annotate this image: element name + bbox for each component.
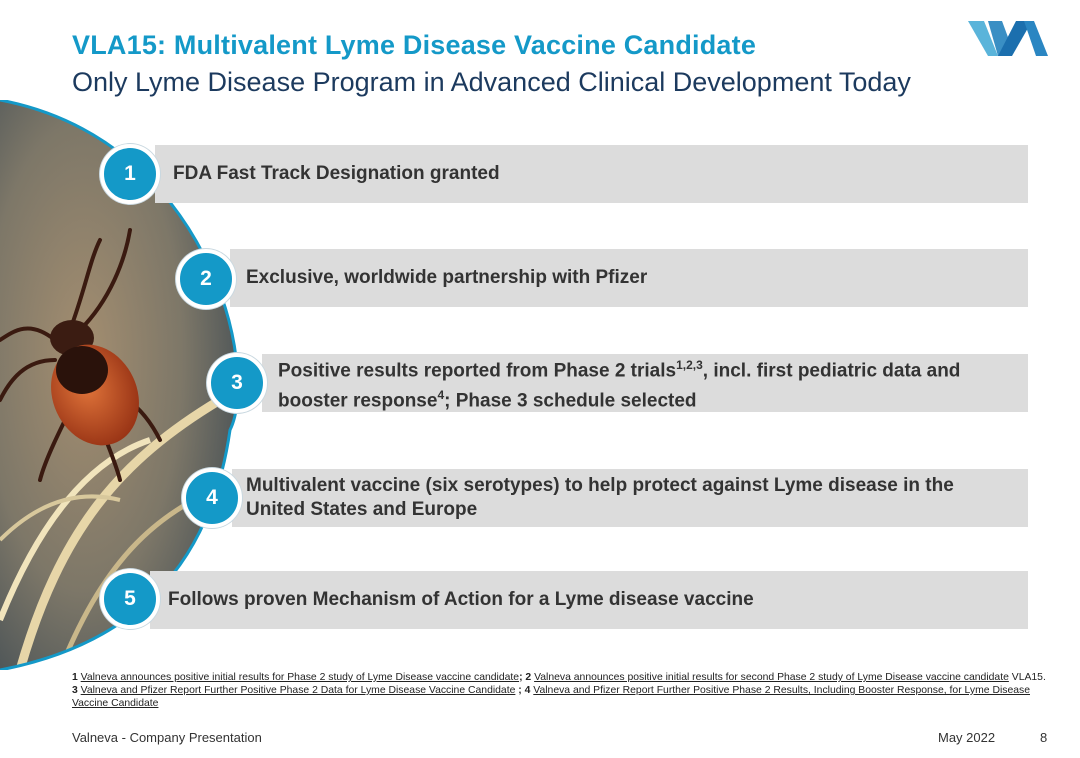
item-badge-3: 3 [207, 353, 267, 413]
footer-company: Valneva - Company Presentation [72, 730, 262, 745]
slide-title: VLA15: Multivalent Lyme Disease Vaccine Candidate [72, 30, 757, 60]
item-badge-4: 4 [182, 468, 242, 528]
item-3-superscript-1: 1,2,3 [676, 357, 703, 372]
item-row-3 [262, 354, 1028, 412]
item-row-2 [230, 249, 1028, 307]
item-text-4: Multivalent vaccine (six serotypes) to help protect against Lyme disease in the United States and Europe [246, 475, 954, 520]
item-row-4 [232, 469, 1028, 527]
item-badge-5: 5 [100, 569, 160, 629]
item-text-1: FDA Fast Track Designation granted [173, 163, 500, 184]
item-text-5: Follows proven Mechanism of Action for a Lyme disease vaccine [168, 589, 754, 610]
item-text-3: Positive results reported from Phase 2 trials$^{1,2,3}$, incl. first pediatric data and booster response$^4$; Phase 3 schedule selected [278, 357, 961, 412]
page-number: 8 [1040, 730, 1048, 745]
footer-date: May 2022 [938, 730, 996, 745]
footnote-link-4[interactable]: Valneva and Pfizer Report Further Positive Phase 2 Results, Including Booster Response, for Lyme Disease Vaccine Candidate [72, 685, 1030, 709]
item-text-2: Exclusive, worldwide partnership with Pfizer [246, 267, 648, 288]
item-3-superscript-2: 4 [437, 388, 445, 402]
item-row-1 [155, 145, 1028, 203]
item-badge-2: 2 [176, 249, 236, 309]
item-row-5 [150, 571, 1028, 629]
footnote-link-1[interactable]: Valneva announces positive initial results for Phase 2 study of Lyme Disease vaccine candidate [80, 672, 520, 683]
footnotes: 1 Valneva announces positive initial results for Phase 2 study of Lyme Disease vaccine candidate; 2 Valneva announces positive initial results for second Phase 2 study of Lyme Disease vaccine candidate VLA15. 3 Valneva and Pfizer Report Further Positive Phase 2 Data for Lyme Disease Vaccine Candidate ; 4 Valneva and Pfizer Report Further Positive Phase 2 Results, Including Booster Response, for Lyme Disease Vaccine Candidate [72, 672, 1046, 709]
footnote-link-2[interactable]: Valneva announces positive initial results for second Phase 2 study of Lyme Disease vaccine candidate [534, 672, 1009, 683]
valneva-logo-icon [968, 18, 1048, 58]
item-badge-1: 1 [100, 144, 160, 204]
slide-subtitle: Only Lyme Disease Program in Advanced Clinical Development Today [72, 67, 911, 97]
footnote-link-3[interactable]: Valneva and Pfizer Report Further Positive Phase 2 Data for Lyme Disease Vaccine Candidate [80, 685, 516, 696]
